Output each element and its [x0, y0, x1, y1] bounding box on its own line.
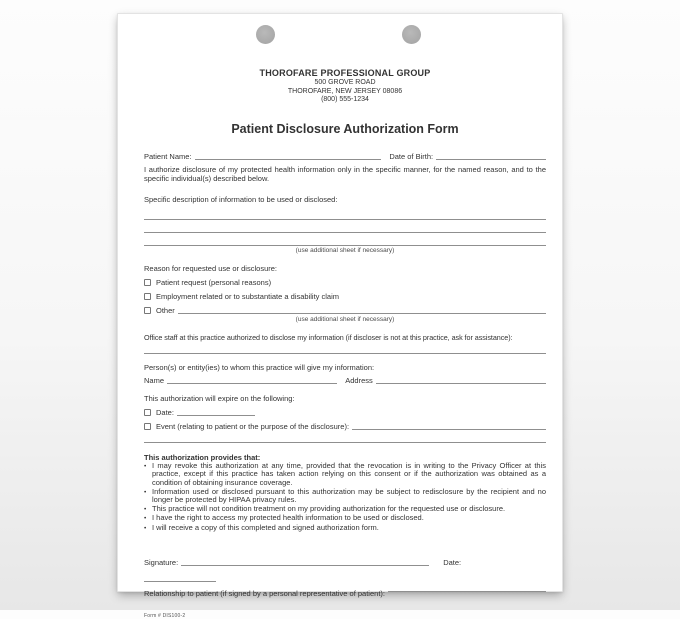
provision-text: I will receive a copy of this completed and signed authorization form.: [152, 522, 379, 532]
checkbox-other-label: Other: [156, 305, 175, 315]
form-content: [118, 14, 562, 619]
signature-line[interactable]: [181, 558, 429, 566]
dob-line[interactable]: [436, 152, 546, 160]
additional-sheet-note-2: (use additional sheet if necessary): [295, 315, 395, 323]
address-line[interactable]: [376, 376, 546, 384]
checkbox-expire-event[interactable]: [144, 423, 151, 430]
form-title: Patient Disclosure Authorization Form: [231, 121, 459, 136]
expire-event-continuation-line[interactable]: [144, 431, 546, 443]
signature-row: [144, 558, 546, 567]
checkbox-patient-request[interactable]: [144, 279, 151, 286]
checkbox-expire-date[interactable]: [144, 409, 151, 416]
relationship-line[interactable]: [388, 584, 546, 592]
authorization-intro: I authorize disclosure of my protected health information only in the specific manner, for the named reason, and to the specific individual(s) described below.: [144, 164, 546, 183]
specific-description-label: Specific description of information to be used or disclosed:: [144, 194, 338, 204]
expiration-label: This authorization will expire on the following:: [144, 393, 295, 403]
provision-text: I may revoke this authorization at any time, provided that the revocation is in writing to the Privacy Officer at this practice, except if this practice has taken action relying on this consent or if the authorization was obtained as a condition of obtaining insurance coverage.: [152, 460, 546, 487]
reason-option-row: [144, 306, 546, 315]
patient-name-dob-row: [144, 152, 546, 161]
expire-event-row: [144, 422, 546, 431]
signature-date-label: Date:: [443, 557, 462, 567]
description-line-1[interactable]: [144, 207, 546, 220]
name-label: Name: [144, 375, 165, 385]
reason-option-row: [144, 278, 546, 287]
signature-label: Signature:: [144, 557, 179, 567]
reason-option-row: [144, 292, 546, 301]
office-staff-label: Office staff at this practice authorized to disclose my information (if discloser is not at this practice, ask for assistance):: [144, 332, 513, 342]
provision-text: This practice will not condition treatment on my providing authorization for the requested use or disclosure.: [152, 503, 506, 513]
provision-item: [144, 524, 546, 534]
dob-label: Date of Birth:: [389, 151, 434, 161]
persons-label: Person(s) or entity(ies) to whom this practice will give my information:: [144, 362, 375, 372]
bullet-icon: •: [144, 515, 147, 523]
signature-date-line[interactable]: [144, 576, 216, 582]
form-page: [117, 13, 563, 619]
name-line[interactable]: [167, 376, 337, 384]
description-line-3[interactable]: [144, 233, 546, 246]
bullet-icon: •: [144, 505, 147, 513]
additional-sheet-note-1: (use additional sheet if necessary): [295, 246, 395, 254]
patient-name-line[interactable]: [195, 152, 382, 160]
expire-event-label: Event (relating to patient or the purpose of the disclosure):: [156, 421, 350, 431]
expire-date-row: [144, 408, 546, 417]
relationship-row: [144, 589, 546, 598]
checkbox-employment-related-label: Employment related or to substantiate a disability claim: [156, 291, 340, 301]
other-reason-line[interactable]: [178, 306, 546, 314]
checkbox-employment-related[interactable]: [144, 293, 151, 300]
relationship-label: Relationship to patient (if signed by a personal representative of patient):: [144, 588, 385, 598]
provisions-heading: This authorization provides that:: [144, 452, 261, 462]
provision-text: Information used or disclosed pursuant to this authorization may be subject to redisclosure by the recipient and no longer be protected by HIPAA privacy rules.: [152, 486, 546, 505]
provision-item: [144, 462, 546, 488]
patient-name-label: Patient Name:: [144, 151, 192, 161]
bullet-icon: •: [144, 462, 147, 470]
name-address-row: [144, 376, 546, 385]
provision-text: I have the right to access my protected health information to be used or disclosed.: [152, 513, 424, 523]
office-staff-line[interactable]: [144, 342, 546, 354]
provision-item: [144, 488, 546, 505]
checkbox-patient-request-label: Patient request (personal reasons): [156, 277, 272, 287]
org-phone: (800) 555-1234: [321, 96, 369, 104]
expire-date-label: Date:: [156, 407, 174, 417]
expire-event-line[interactable]: [352, 422, 546, 430]
form-number: Form # DIS100-2: [144, 612, 186, 619]
checkbox-other[interactable]: [144, 307, 151, 314]
bullet-icon: •: [144, 524, 147, 532]
org-address-line1: 500 GROVE ROAD: [314, 79, 376, 86]
description-line-2[interactable]: [144, 220, 546, 233]
expire-date-line[interactable]: [177, 408, 255, 416]
address-label: Address: [345, 375, 373, 385]
bullet-icon: •: [144, 488, 147, 496]
letterhead: [144, 68, 546, 105]
reason-label: Reason for requested use or disclosure:: [144, 263, 277, 273]
org-name: THOROFARE PROFESSIONAL GROUP: [259, 68, 431, 78]
org-address-line2: THOROFARE, NEW JERSEY 08086: [287, 87, 403, 95]
